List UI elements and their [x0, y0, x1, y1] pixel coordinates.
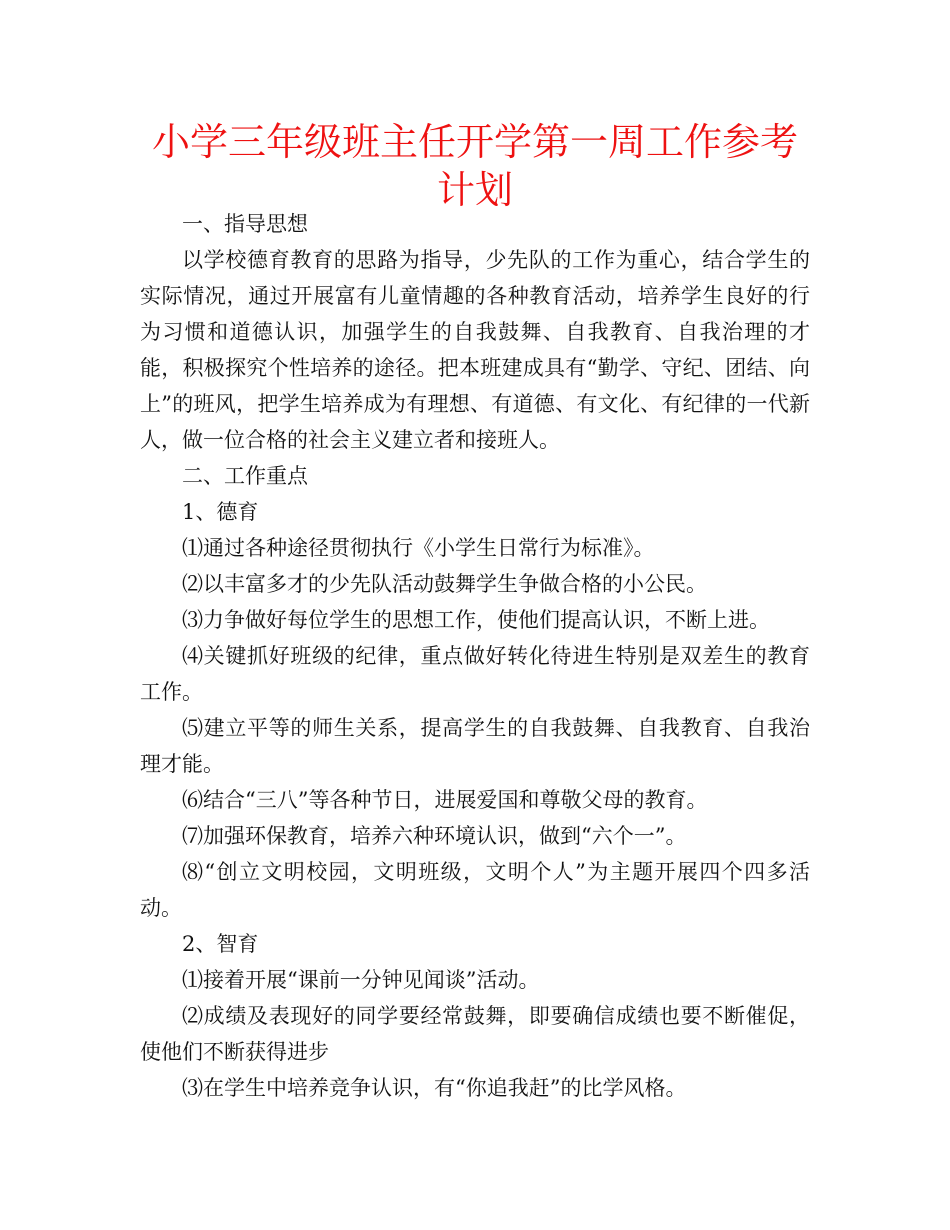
list-item: ⑻“创立文明校园，文明班级，文明个人”为主题开展四个四多活动。 [140, 860, 810, 920]
list-item: ⑶力争做好每位学生的思想工作，使他们提高认识，不断上进。 [182, 608, 770, 632]
heading-guiding-ideology: 一、指导思想 [182, 212, 308, 236]
list-item: ⑹结合“三八”等各种节日，进展爱国和尊敬父母的教育。 [182, 788, 708, 812]
document-title: 小学三年级班主任开学第一周工作参考计划 [151, 120, 798, 212]
list-item: ⑴通过各种途径贯彻执行《小学生日常行为标准》。 [182, 536, 655, 560]
subheading-intellectual-education: 2、智育 [182, 932, 259, 956]
list-item: ⑸建立平等的师生关系，提高学生的自我鼓舞、自我教育、自我治理才能。 [140, 716, 810, 776]
list-item: ⑵以丰富多才的少先队活动鼓舞学生争做合格的小公民。 [182, 572, 707, 596]
list-item: ⑷关键抓好班级的纪律，重点做好转化待进生特别是双差生的教育工作。 [140, 644, 810, 704]
list-item: ⑺加强环保教育，培养六种环境认识，做到“六个一”。 [182, 824, 687, 848]
document-body [140, 206, 810, 1106]
paragraph-guiding-ideology: 以学校德育教育的思路为指导，少先队的工作为重心，结合学生的实际情况，通过开展富有儿童情趣的各种教育活动，培养学生良好的行为习惯和道德认识，加强学生的自我鼓舞、自我教育、自我治理的才能，积极探究个性培养的途径。把本班建成具有“勤学、守纪、团结、向上”的班风，把学生培养成为有理想、有道德、有文化、有纪律的一代新人，做一位合格的社会主义建立者和接班人。 [140, 248, 810, 452]
heading-work-focus: 二、工作重点 [182, 464, 308, 488]
list-item: ⑵成绩及表现好的同学要经常鼓舞，即要确信成绩也要不断催促，使他们不断获得进步 [140, 1004, 810, 1064]
subheading-moral-education: 1、德育 [182, 500, 259, 524]
list-item: ⑴接着开展“课前一分钟见闻谈”活动。 [182, 968, 540, 992]
list-item: ⑶在学生中培养竞争认识，有“你追我赶”的比学风格。 [182, 1076, 687, 1100]
